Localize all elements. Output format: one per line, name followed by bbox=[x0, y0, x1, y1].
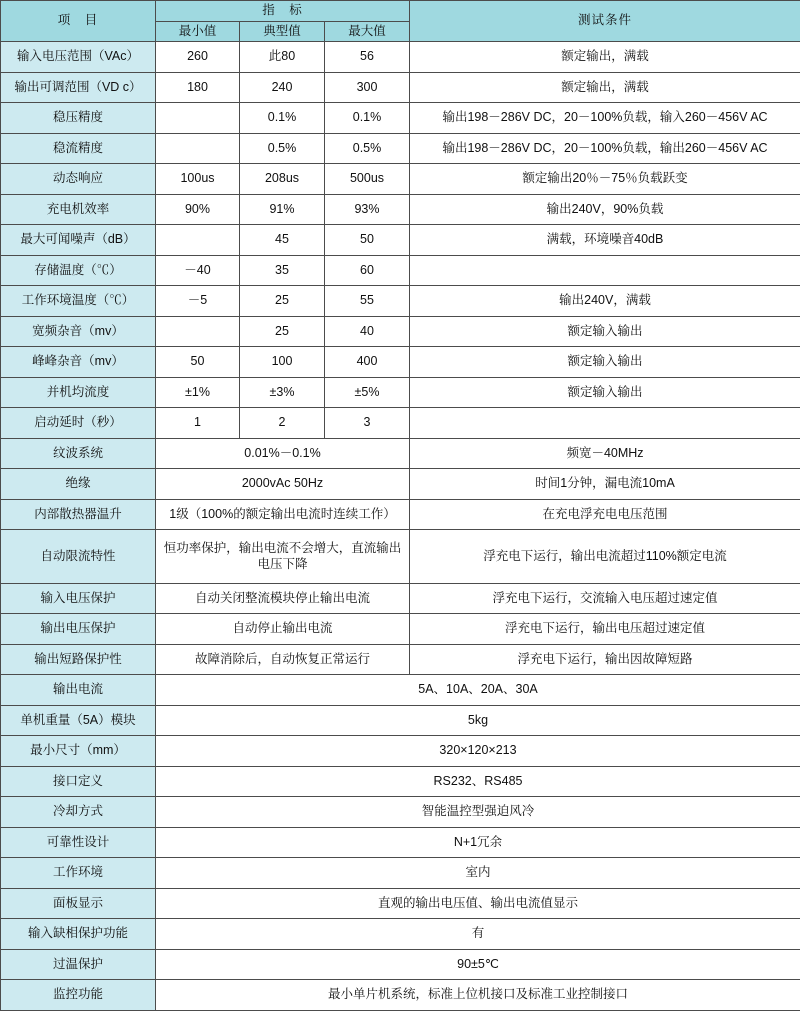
row-item-label: 单机重量（5A）模块 bbox=[1, 705, 156, 736]
row-value-min: 180 bbox=[156, 72, 240, 103]
table-row bbox=[1, 133, 800, 164]
table-row bbox=[1, 583, 800, 614]
row-item-label: 输出电流 bbox=[1, 675, 156, 706]
row-item-label: 纹波系统 bbox=[1, 438, 156, 469]
row-condition: 浮充电下运行，输出因故障短路 bbox=[410, 644, 800, 675]
table-row bbox=[1, 766, 800, 797]
table-row bbox=[1, 377, 800, 408]
table-row bbox=[1, 736, 800, 767]
row-value-merged: 自动关闭整流模块停止输出电流 bbox=[156, 583, 410, 614]
table-row bbox=[1, 949, 800, 980]
row-value-min bbox=[156, 103, 240, 134]
row-value-max: 400 bbox=[325, 347, 410, 378]
table-row bbox=[1, 469, 800, 500]
row-value-merged: 恒功率保护，输出电流不会增大，直流输出电压下降 bbox=[156, 530, 410, 584]
row-value-max: 55 bbox=[325, 286, 410, 317]
row-value-typ: 0.5% bbox=[240, 133, 325, 164]
row-value-typ: 2 bbox=[240, 408, 325, 439]
row-item-label: 工作环境温度（℃） bbox=[1, 286, 156, 317]
table-row bbox=[1, 888, 800, 919]
row-condition: 频宽－40MHz bbox=[410, 438, 800, 469]
row-item-label: 存储温度（℃） bbox=[1, 255, 156, 286]
row-condition: 浮充电下运行，输出电压超过速定值 bbox=[410, 614, 800, 645]
table-row bbox=[1, 980, 800, 1011]
header-min: 最小值 bbox=[156, 21, 240, 42]
table-row bbox=[1, 42, 800, 73]
row-condition: 满载，环境噪音40dB bbox=[410, 225, 800, 256]
row-value-full: 90±5℃ bbox=[156, 949, 800, 980]
row-item-label: 自动限流特性 bbox=[1, 530, 156, 584]
row-item-label: 输入电压保护 bbox=[1, 583, 156, 614]
row-value-min bbox=[156, 316, 240, 347]
row-item-label: 最大可闻噪声（dB） bbox=[1, 225, 156, 256]
row-condition: 额定输入输出 bbox=[410, 316, 800, 347]
header-condition: 测试条件 bbox=[410, 1, 800, 42]
row-value-typ: 208us bbox=[240, 164, 325, 195]
row-value-max: ±5% bbox=[325, 377, 410, 408]
row-value-full: 直观的输出电压值、输出电流值显示 bbox=[156, 888, 800, 919]
row-condition: 输出198－286V DC，20－100%负载，输入260－456V AC bbox=[410, 103, 800, 134]
row-condition: 浮充电下运行，交流输入电压超过速定值 bbox=[410, 583, 800, 614]
table-row bbox=[1, 827, 800, 858]
row-value-full: 5kg bbox=[156, 705, 800, 736]
row-condition: 额定输入输出 bbox=[410, 377, 800, 408]
row-value-min: －40 bbox=[156, 255, 240, 286]
table-row bbox=[1, 103, 800, 134]
row-value-min: 100us bbox=[156, 164, 240, 195]
row-value-max: 50 bbox=[325, 225, 410, 256]
row-condition: 额定输出，满载 bbox=[410, 42, 800, 73]
row-value-full: 320×120×213 bbox=[156, 736, 800, 767]
row-value-typ: 25 bbox=[240, 286, 325, 317]
row-value-typ: 45 bbox=[240, 225, 325, 256]
row-value-full: 5A、10A、20A、30A bbox=[156, 675, 800, 706]
row-value-full: N+1冗余 bbox=[156, 827, 800, 858]
table-row bbox=[1, 164, 800, 195]
row-value-max: 60 bbox=[325, 255, 410, 286]
table-row bbox=[1, 614, 800, 645]
table-row bbox=[1, 858, 800, 889]
row-condition: 浮充电下运行，输出电流超过110%额定电流 bbox=[410, 530, 800, 584]
row-value-typ: 91% bbox=[240, 194, 325, 225]
table-row bbox=[1, 408, 800, 439]
table-row bbox=[1, 438, 800, 469]
row-condition: 输出240V，满载 bbox=[410, 286, 800, 317]
row-condition bbox=[410, 255, 800, 286]
row-value-min bbox=[156, 133, 240, 164]
row-value-max: 500us bbox=[325, 164, 410, 195]
header-spec-group: 指 标 bbox=[156, 1, 410, 22]
row-item-label: 监控功能 bbox=[1, 980, 156, 1011]
row-item-label: 并机均流度 bbox=[1, 377, 156, 408]
row-item-label: 启动延时（秒） bbox=[1, 408, 156, 439]
table-body bbox=[1, 42, 800, 1011]
table-row bbox=[1, 316, 800, 347]
table-row bbox=[1, 919, 800, 950]
table-row bbox=[1, 499, 800, 530]
row-item-label: 宽频杂音（mv） bbox=[1, 316, 156, 347]
row-item-label: 充电机效率 bbox=[1, 194, 156, 225]
row-condition: 额定输出，满载 bbox=[410, 72, 800, 103]
row-item-label: 动态响应 bbox=[1, 164, 156, 195]
row-item-label: 输入缺相保护功能 bbox=[1, 919, 156, 950]
table-row bbox=[1, 644, 800, 675]
table-row bbox=[1, 72, 800, 103]
table-row bbox=[1, 675, 800, 706]
row-value-merged: 自动停止输出电流 bbox=[156, 614, 410, 645]
header-max: 最大值 bbox=[325, 21, 410, 42]
row-condition: 输出240V，90%负载 bbox=[410, 194, 800, 225]
row-value-max: 3 bbox=[325, 408, 410, 439]
row-value-min bbox=[156, 225, 240, 256]
table-row bbox=[1, 286, 800, 317]
row-value-full: RS232、RS485 bbox=[156, 766, 800, 797]
row-value-typ: 240 bbox=[240, 72, 325, 103]
row-value-full: 室内 bbox=[156, 858, 800, 889]
row-value-typ: 此80 bbox=[240, 42, 325, 73]
row-value-min: 1 bbox=[156, 408, 240, 439]
row-item-label: 输出短路保护性 bbox=[1, 644, 156, 675]
row-item-label: 输出可调范围（VD c） bbox=[1, 72, 156, 103]
row-item-label: 最小尺寸（mm） bbox=[1, 736, 156, 767]
row-value-merged: 0.01%－0.1% bbox=[156, 438, 410, 469]
row-item-label: 绝缘 bbox=[1, 469, 156, 500]
row-item-label: 内部散热器温升 bbox=[1, 499, 156, 530]
row-condition: 额定输入输出 bbox=[410, 347, 800, 378]
row-item-label: 稳流精度 bbox=[1, 133, 156, 164]
row-value-full: 智能温控型强迫风冷 bbox=[156, 797, 800, 828]
row-value-typ: 35 bbox=[240, 255, 325, 286]
row-value-max: 300 bbox=[325, 72, 410, 103]
row-value-merged: 故障消除后，自动恢复正常运行 bbox=[156, 644, 410, 675]
table-row bbox=[1, 797, 800, 828]
row-condition: 额定输出20％－75％负载跃变 bbox=[410, 164, 800, 195]
row-condition bbox=[410, 408, 800, 439]
row-value-max: 56 bbox=[325, 42, 410, 73]
row-value-full: 有 bbox=[156, 919, 800, 950]
row-value-merged: 1级（100%的额定输出电流时连续工作） bbox=[156, 499, 410, 530]
row-item-label: 过温保护 bbox=[1, 949, 156, 980]
row-item-label: 稳压精度 bbox=[1, 103, 156, 134]
row-value-min: ±1% bbox=[156, 377, 240, 408]
row-value-full: 最小单片机系统，标准上位机接口及标准工业控制接口 bbox=[156, 980, 800, 1011]
row-value-typ: 0.1% bbox=[240, 103, 325, 134]
row-value-typ: 25 bbox=[240, 316, 325, 347]
row-value-merged: 2000vAc 50Hz bbox=[156, 469, 410, 500]
row-item-label: 可靠性设计 bbox=[1, 827, 156, 858]
row-condition: 时间1分钟，漏电流10mA bbox=[410, 469, 800, 500]
row-value-max: 40 bbox=[325, 316, 410, 347]
row-value-min: 50 bbox=[156, 347, 240, 378]
row-item-label: 接口定义 bbox=[1, 766, 156, 797]
row-item-label: 输出电压保护 bbox=[1, 614, 156, 645]
row-value-max: 93% bbox=[325, 194, 410, 225]
table-row bbox=[1, 705, 800, 736]
table-row bbox=[1, 255, 800, 286]
row-item-label: 工作环境 bbox=[1, 858, 156, 889]
row-item-label: 输入电压范围（VAc） bbox=[1, 42, 156, 73]
row-condition: 输出198－286V DC，20－100%负载，输出260－456V AC bbox=[410, 133, 800, 164]
row-value-min: －5 bbox=[156, 286, 240, 317]
row-item-label: 峰峰杂音（mv） bbox=[1, 347, 156, 378]
table-header-row bbox=[1, 1, 800, 22]
row-value-max: 0.1% bbox=[325, 103, 410, 134]
row-item-label: 冷却方式 bbox=[1, 797, 156, 828]
table-row bbox=[1, 194, 800, 225]
header-item: 项 目 bbox=[1, 1, 156, 42]
row-value-min: 90% bbox=[156, 194, 240, 225]
table-row bbox=[1, 530, 800, 584]
table-row bbox=[1, 347, 800, 378]
row-value-typ: ±3% bbox=[240, 377, 325, 408]
row-value-typ: 100 bbox=[240, 347, 325, 378]
table-row bbox=[1, 225, 800, 256]
header-typical: 典型值 bbox=[240, 21, 325, 42]
row-condition: 在充电浮充电电压范围 bbox=[410, 499, 800, 530]
row-value-max: 0.5% bbox=[325, 133, 410, 164]
row-item-label: 面板显示 bbox=[1, 888, 156, 919]
row-value-min: 260 bbox=[156, 42, 240, 73]
